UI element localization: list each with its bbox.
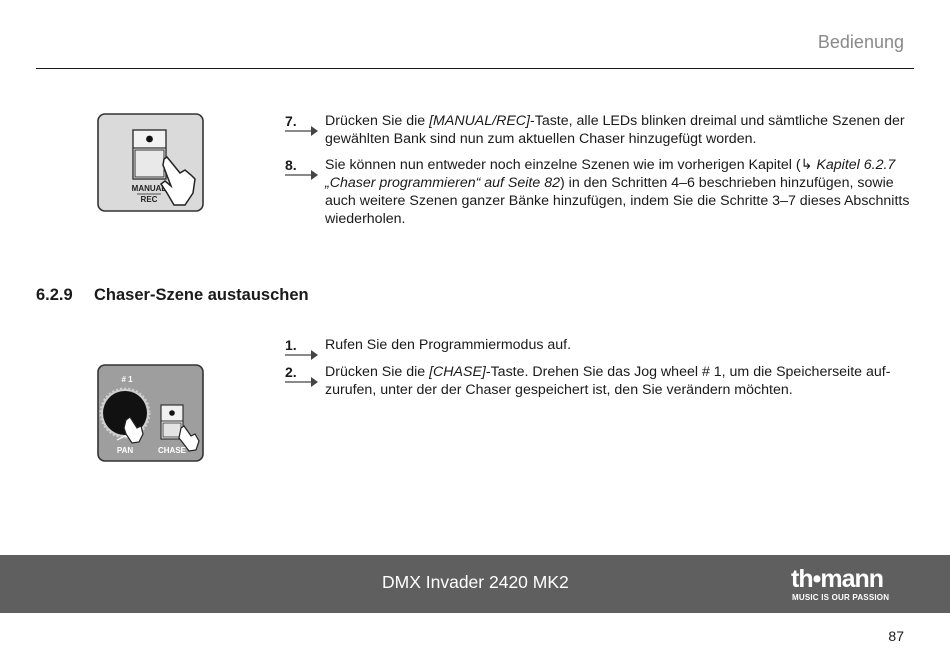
step-arrow-icon xyxy=(285,126,319,136)
step-number: 1. xyxy=(285,337,297,353)
step-8 xyxy=(285,156,917,228)
step-arrow-icon xyxy=(285,170,319,180)
step-text: Drücken Sie die [MANUAL/REC]-Taste, alle LEDs blinken dreimal und sämtliche Szenen der gewählten Bank sind nun zum aktuellen Chaser hinzugefügt worden. xyxy=(325,113,905,147)
step-7 xyxy=(285,112,917,148)
section-heading xyxy=(36,286,309,305)
brand-slogan: MUSIC IS OUR PASSION xyxy=(792,593,890,602)
footer-product-title: DMX Invader 2420 MK2 xyxy=(382,572,569,592)
arrow-link-icon: ↳ xyxy=(800,157,813,173)
wheel-label: # 1 xyxy=(121,375,133,384)
cross-reference-link[interactable]: ↳ Kapitel 6.2.7 „Chaser programmieren“ auf Seite 82 xyxy=(325,157,896,191)
step-arrow-icon xyxy=(285,350,319,360)
manual-label: MANUAL xyxy=(131,184,167,193)
header-rule xyxy=(36,68,914,69)
step-text: Drücken Sie die [CHASE]-Taste. Drehen Sie das Jog wheel # 1, um die Speicherseite auf-zurufen, unter der der Chaser gespeichert ist, den Sie verändern möchten. xyxy=(325,364,891,398)
jogwheel-chase-illustration xyxy=(97,364,205,463)
brand-logo: th•mann xyxy=(791,565,884,593)
step-number: 2. xyxy=(285,364,297,380)
step-1 xyxy=(285,336,917,354)
step-number: 7. xyxy=(285,113,297,129)
page-number: 87 xyxy=(888,628,904,644)
pan-label: PAN xyxy=(116,446,134,455)
manual-rec-button-illustration xyxy=(97,113,205,213)
chase-label: CHASE xyxy=(157,446,187,455)
step-text: Rufen Sie den Programmiermodus auf. xyxy=(325,337,572,353)
step-text: Sie können nun entweder noch einzelne Szenen wie im vorherigen Kapitel (↳ Kapitel 6.2.7 „Chaser programmieren“ auf Seite 82) in den Schritten 4–6 beschrieben hinzufügen, sowie auch weitere Szenen ganzer Bänke hinzufügen, indem Sie die Schritte 3–7 dieses Abschnitts wiederholen. xyxy=(325,157,910,227)
header-title: Bedienung xyxy=(817,32,904,52)
step-number: 8. xyxy=(285,157,297,173)
step-2 xyxy=(285,363,917,399)
step-arrow-icon xyxy=(285,377,319,387)
section-title: Chaser-Szene austauschen xyxy=(94,286,309,304)
rec-label: REC xyxy=(140,195,158,204)
section-number: 6.2.9 xyxy=(36,286,73,304)
